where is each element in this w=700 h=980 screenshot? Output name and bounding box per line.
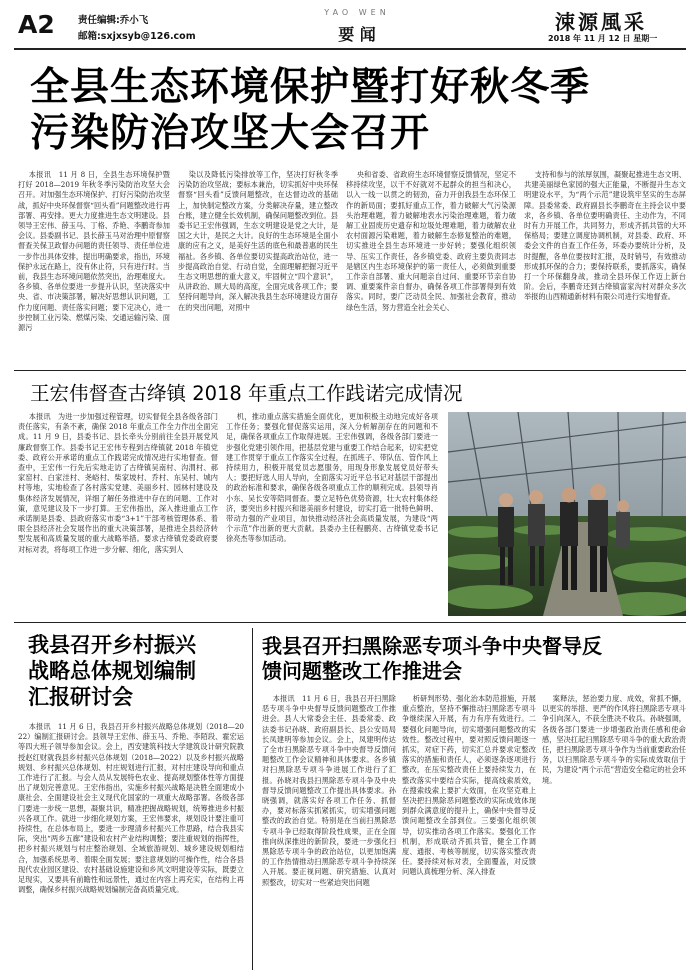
article1-col1: 本报讯 11 月 8 日，全县生态环境保护暨打好 2018—2019 年秋冬季污染防治攻坚大会召开。对加强生态环境保护、打好污染防治攻坚战，抓好中央环保督察“回头看”问题整改进行再部署、再安排。更大力度推进生态文明建设。县领导王宏伟、薛玉马、丁格、乔艳、李鹏奇参加会议。县委副书记、县长薛玉马对治理中原督察督查关保卫政督办问题的责任领导、责任单位进一步作出具体安排，提出明确要求，指出，环境保护永远在路上，没有休止符，只有进行时。当前，我县生态环境问题依然突出，治理难度大。各乡镇、各单位要进一步提升认识，坚决落实中央、省、市决策部署，解决好思想认识问题，工作力度问题、责任落实问题；要下定决心，进一步控制工业污染、燃煤污染、交通运输污染、面源污 xyxy=(18,170,170,333)
article4-col2: 析研判形势、强化治本防范措施，开展重点整治，坚持不懈推动扫黑除恶专项斗争继续深入开展，有力有序有效进行。二要强化问题导向，切实增强问题整改的实效性。整改过程中，要对照反馈问题逐一抓实，对症下药，切实汇总并要求定整改落实的措施和责任人，必须逐条逐项进行整改，在压实整改责任上要持续发力，在整改落实中要结合实际，提高线索质效，在搜索线索上要扩大效面，在攻坚克难上坚决把扫黑除恶问题整改的实际成效体现到群众满意度的提升上，确保中央督导反馈问题整改全部到位。三要强化组织领导，切实推动各项工作落实。要强化工作机制，形成联动齐抓共管，健全工作调度、通报、考核等制度，切实落实整改责任。要持续对标对表，全面覆盖，对反馈问题认真梳理分析、深入排查 xyxy=(402,694,536,877)
article1-title-line2: 污染防治攻坚大会召开 xyxy=(30,111,431,156)
page-number: A2 xyxy=(18,10,55,39)
article1-col3: 央和省委、省政府生态环境督察反馈情况，坚定不移持续攻坚，以干不好就对不起群众的担当和决心，以入一线一以贯之的韧劲，奋力开创我县生态环保工作的新局面；要抓好重点工作，着力破解大气污染源头治理难题，着力破解地表水污染治理难题，着力破解工业固废历史遗存和垃圾处理难题，着力破解农业农村面源污染难题，着力破解生态修复整治的难题，切实推进全县生态环境进一步好转；要强化组织领导、压实工作责任，各乡镇党委、政府主要负责同志是辖区内生态环境保护的第一责任人，必须做到重要工作亲自部署、重大问题亲自过问、重要环节亲自协调、重要案件亲自督办，确保各项工作部署得到有效落实。同时，要广泛动员全民、加强社会教育，推动绿色生活，努力营造全社会关心、 xyxy=(346,170,516,312)
article1-col2: 染以及降低污染排放等工作，坚决打好秋冬季污染防治攻坚战；要标本兼治，切实抓好中央环保督察“回头看”反馈问题整改，在达督边改的基础上，加快制定整改方案，分类解决存量，建立整改台账，建立健全长效机制，确保问题整改到位。县委书记王宏伟强调，生态文明建设是党之大计，是国之大计，是民之大计。良好的生态环境是全面小康的应有之义，是美好生活的底色和最普惠的民生福祉。各乡镇、各单位要切实提高政治站位，进一步提高政治自觉、行动自觉，全面理解把握习近平生态文明思想的重大意义，牢固树立“四个意识”，从讲政治、顾大局的高度，全面完成各项工作；要坚持问题导向，深入解决我县生态环境建设方面存在的突出问题，对照中 xyxy=(178,170,338,312)
article3-title-line1: 我县召开乡村振兴 xyxy=(28,633,196,657)
header-rule xyxy=(14,48,686,50)
article4-col3: 案释法，惩治要力度、成效，常抓不懈，以更实的举措、更严的作风将扫黑除恶专项斗争引向深入，不获全胜决不收兵。孙晓强调，各级各部门要进一步增强政治责任感和使命感，坚决扛起扫黑除恶专项斗争的重大政治责任，把扫黑除恶专项斗争作为当前重要政治任务，以扫黑除恶专项斗争的实际成效取信于民，为建设“两个示范”营造安全稳定的社会环境。 xyxy=(542,694,686,785)
divider-vertical xyxy=(252,628,253,970)
section-title: 要 闻 xyxy=(338,25,376,44)
greenhouse-photo-image xyxy=(448,412,686,616)
editor-line: 责任编辑:乔小飞 xyxy=(78,15,149,26)
article3-title-line3: 汇报研讨会 xyxy=(28,685,133,709)
divider-2 xyxy=(14,622,686,623)
paper-name: 涑源風采 xyxy=(555,10,647,34)
article2-col1: 本报讯 为进一步加强过程管理，切实督促全县各级各部门责任落实，有条不紊，确保 2018 年重点工作全力作出全面完成。11 月 9 日，县委书记、县长牵头分别前往全县开展党风廉政督察工作。县委书记王宏伟专程到古绛镇就 2018 年镇党委、政府公开承诺的重点工作践诺完成情况进行实地督查。督查中，王宏伟一行先后实地走访了古绛镇吴南村、沟渭村、郝家窑村、白家洼村、尧峪村、柴家坡村、乔村、东吴村、城内村等地，实地检查了各村落实党建、美丽乡村、园林村建设及集体经济发展情况，详细了解任务推进中存在的问题、工作对策，意见建议及下一步打算。王宏伟指出，深入推进重点工作承诺制是县委、县政府落实市委“3+1”干部考核管理体系、着眼全县经济社会发展作出的重大决策部署，是推进全县经济转型发展和高质量发展的重大战略举措。要求古绛镇党委政府要对标对表，将每项工作进一步分解、细化，落实到人 xyxy=(18,412,218,554)
article4-title-line2: 馈问题整改工作推进会 xyxy=(262,659,462,683)
article1-col4: 支持和参与的浓厚氛围，凝聚起推进生态文明、共建美丽绿色家园的强大正能量，不断提升生态文明建设水平，为“两个示范”建设筑牢坚实的生态屏障。县委常委、政府副县长李鹏奇在主持会议中要求，各乡镇、各单位要明确责任、主动作为，不同时有力开展工作，共同努力，形成齐抓共管的大环保格局；要建立调度协调机制，对县委、政府、环委会文件的自查工作任务，环委办要统计分析，及时提醒，各单位要按时汇报，及时销号，有效推动形成抓环保的合力；要保持联系，要抓落实，确保打一个环保翻身战，推动全县环保工作迈上新台阶。会后，李鹏奇还到古绛镇富家沟村对群众多次举报的山西精通新材料有限公司进行实地督查。 xyxy=(524,170,686,302)
issue-date: 2018 年 11 月 12 日 星期一 xyxy=(548,34,658,43)
article1-title-line1: 全县生态环境保护暨打好秋冬季 xyxy=(30,65,591,110)
section-pinyin: YAO WEN xyxy=(324,8,390,17)
photo-greenhouse-inspection xyxy=(448,412,686,616)
email-line: 邮箱:sxjxsyb@126.com xyxy=(78,31,196,42)
article2-col2: 机，推动重点落实措施全面优化，更加积极主动地完成好各项工作任务；要强化督促落实运用，深入分析解剖存在的问题和不足，确保各项重点工作取得进展。王宏伟强调，各级各部门要进一步强化党建引领作用，把基层党建与重要工作结合起来，切实把党建工作贯穿于重点工作落实全过程，在抓班子、带队伍、管作风上持续用力，积极开展党员志愿服务，用现身形象发展党员好带头人；要把好选人用人导向，全面落实习近平总书记对基层干部提出的政治标准和要求，确保各级各项重点工作的顺利完成。县领导肖小东、吴长安等陪同督查。要立足特色优势资源，壮大农村集体经济，要突出乡村振兴和谐美丽乡村建设，切实打造一批特色鲜明、带动力强的产业项目，加快推动经济社会高质量发展，为建设“两个示范”作出新的更大贡献。县委办主任程鹏亮、古绛镇党委书记徐亮杰等参加活动。 xyxy=(226,412,438,544)
article4-title-line1: 我县召开扫黑除恶专项斗争中央督导反 xyxy=(262,634,602,658)
divider-1 xyxy=(14,370,686,371)
article4-col1: 本报讯 11 月 6 日，我县召开扫黑除恶专项斗争中央督导反馈问题整改工作推进会。县人大常委会主任、县委常委、政法委书记孙晓、政府副县长、县公安局局长凤建明等参加会议。会上，凤建明传达了全市扫黑除恶专项斗争中央督导反馈问题整改工作会议精神和具体要求。各乡镇对扫黑除恶专项斗争进展工作进行了汇报。孙晓对我县扫黑除恶专项斗争及中央督导反馈问题整改工作提出具体要求。孙晓强调，就落实好各项工作任务、抓督办，要对标落实抓紧抓实，切实增强问题整改的政治自觉。特别是在当前扫黑除恶专项斗争已经取得阶段性成果，正在全面推向纵深推进的新阶段，要进一步强化扫黑除恶专项斗争的政治站位，以更加饱满的工作热情推动扫黑除恶专项斗争持续深入开展。要正视问题、研究措施、认真对照整改，切实对一些紧迫突出问题 xyxy=(262,694,396,887)
article2-title: 王宏伟督查古绛镇 2018 年重点工作践诺完成情况 xyxy=(30,382,463,405)
article3-body: 本报讯 11 月 6 日，我县召开乡村振兴战略总体规划（2018—2022）编制汇报研讨会。县领导王宏伟、薛玉马、乔艳、李陌段、霍宏运等四大班子领导参加会议。会上，西安建筑科技大学建筑设计研究院教授赵红财就我县乡村振兴总体规划（2018—2022）以及乡村振兴战略规划、乡村振兴总体规划、村庄规划进行汇报，对村庄建设导向和重点工作进行了汇报。与会人员从发展特色农业、提高规划整体性等方面提出了规划完善意见。王宏伟指出，实施乡村振兴战略是决胜全面建成小康社会、全面建设社会主义现代化国家的一项重大战略部署。各级各部门要进一步统一思想，凝聚共识，精准把握战略规划，统筹推进乡村振兴各项工作。就进一步细化规划方案，王宏伟要求，规划设计要注重可持续性，在总体布局上，要进一步理清乡村振兴工作思路，结合我县实际，突出“两乡五廊”建设和农村产业结构调整；要注重规划的指挥性，把乡村振兴规划与村庄整治规划、全域旅游规划、城乡建设规划相结合，加强系统思考、着眼全面发展；要注意规划的可操作性，结合各县现代农业园区建设、农村基础设施建设和乡风文明建设等实际，既要立足现实，又要具有前瞻性和远景性，通过在内容上再充实，在结构上再调整，确保乡村振兴战略规划编制完备高质量完成。 xyxy=(18,722,244,895)
article3-title-line2: 战略总体规划编制 xyxy=(28,659,196,683)
